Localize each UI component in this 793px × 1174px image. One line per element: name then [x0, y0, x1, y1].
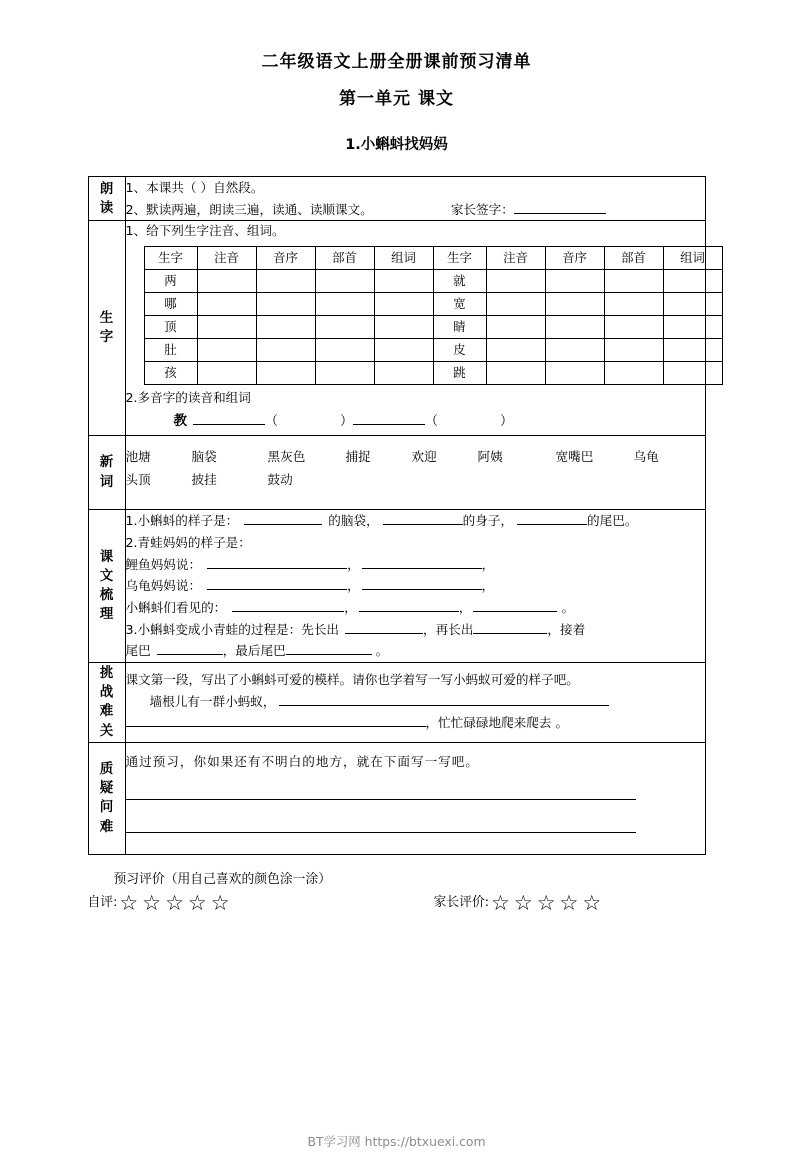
- row-label-challenge-char-2: 难: [99, 703, 114, 720]
- hanzi-cell-word-right-3[interactable]: [663, 338, 722, 361]
- row-label-text-review-char-0: 课: [99, 548, 114, 565]
- hanzi-cell-pinyin-left-0[interactable]: [197, 269, 256, 292]
- challenge-line-2-suffix: ，忙忙碌碌地爬来爬去 。: [425, 715, 569, 731]
- hanzi-cell-order-left-4[interactable]: [256, 361, 315, 384]
- review-q3-blank-1[interactable]: [345, 620, 423, 634]
- questions-answer-line-2-wrap: [126, 818, 705, 840]
- hanzi-cell-word-left-4[interactable]: [374, 361, 433, 384]
- questions-intro: 通过预习，你如果还有不明白的地方，就在下面写一写吧。: [125, 753, 479, 769]
- hanzi-cell-pinyin-left-1[interactable]: [197, 292, 256, 315]
- row-body-new-words: [125, 435, 705, 510]
- hanzi-cell-radical-right-3[interactable]: [604, 338, 663, 361]
- review-saw-label: 小蝌蚪们看见的：: [125, 599, 227, 615]
- hanzi-cell-word-right-0[interactable]: [663, 269, 722, 292]
- self-evaluation-stars[interactable]: [119, 890, 233, 915]
- hanzi-cell-word-right-4[interactable]: [663, 361, 722, 384]
- table-row: [144, 338, 722, 361]
- hanzi-cell-radical-left-3[interactable]: [315, 338, 374, 361]
- review-saw-blank-2[interactable]: [359, 598, 459, 612]
- hanzi-cell-pinyin-left-4[interactable]: [197, 361, 256, 384]
- questions-answer-line-1-wrap: [126, 785, 705, 807]
- hanzi-cell-radical-right-1[interactable]: [604, 292, 663, 315]
- challenge-line-1: [126, 691, 705, 713]
- star-icon[interactable]: ☆: [210, 890, 230, 915]
- row-body-new-chars: [125, 221, 705, 435]
- table-row-new-words: [88, 435, 705, 510]
- new-chars-task-2: 2.多音字的读音和组词: [125, 389, 251, 405]
- new-chars-task-1: 1、给下列生字注音、组词。: [125, 223, 285, 239]
- new-word-1: 脑袋: [191, 448, 217, 464]
- review-turtle-label: 乌龟妈妈说：: [125, 578, 202, 594]
- new-word-10: 鼓动: [267, 472, 293, 488]
- review-carp-blank-1[interactable]: [207, 555, 347, 569]
- new-word-6: 宽嘴巴: [555, 448, 594, 464]
- challenge-intro: 课文第一段，写出了小蝌蚪可爱的模样。请你也学着写一写小蚂蚁可爱的样子吧。: [125, 671, 579, 687]
- row-label-questions-char-1: 疑: [99, 780, 114, 797]
- new-words-row-1: [126, 445, 705, 468]
- review-carp-line: [126, 554, 705, 576]
- row-label-challenge-char-0: 挑: [99, 665, 114, 682]
- row-label-questions-char-3: 难: [99, 818, 114, 835]
- hanzi-char-right-3: 皮: [433, 338, 486, 361]
- polyphone-blank-1[interactable]: [193, 411, 265, 425]
- review-carp-blank-2[interactable]: [362, 555, 482, 569]
- hanzi-char-left-1: 哪: [144, 292, 197, 315]
- polyphone-paren-open-1: （: [265, 413, 279, 429]
- row-body-reading: [125, 177, 705, 221]
- star-icon[interactable]: ☆: [513, 890, 533, 915]
- table-row-reading: [88, 177, 705, 221]
- hanzi-char-right-2: 睛: [433, 315, 486, 338]
- row-label-questions-char-0: 质: [99, 761, 114, 778]
- row-body-questions: [125, 742, 705, 854]
- hanzi-cell-radical-left-0[interactable]: [315, 269, 374, 292]
- hanzi-char-right-1: 宽: [433, 292, 486, 315]
- challenge-blank-2[interactable]: [126, 714, 426, 728]
- hanzi-header-1: 注音: [197, 246, 256, 269]
- review-carp-comma-2: ，: [481, 556, 495, 572]
- review-turtle-blank-1[interactable]: [207, 577, 347, 591]
- new-word-3: 捕捉: [345, 448, 371, 464]
- row-label-new-chars-char-1: 字: [99, 329, 114, 346]
- new-word-0: 池塘: [125, 448, 151, 464]
- preview-checklist-table: [88, 176, 706, 855]
- new-word-7: 乌龟: [633, 448, 659, 464]
- row-label-reading: [88, 177, 125, 221]
- review-q3-tail-prefix: 尾巴: [125, 643, 151, 659]
- hanzi-header-3: 部首: [315, 246, 374, 269]
- star-icon[interactable]: ☆: [165, 890, 184, 915]
- hanzi-cell-order-right-3[interactable]: [545, 338, 604, 361]
- hanzi-cell-word-left-3[interactable]: [374, 338, 433, 361]
- new-word-5: 阿姨: [477, 448, 503, 464]
- row-label-new-chars-char-0: 生: [99, 309, 114, 326]
- questions-answer-line-1[interactable]: [126, 786, 636, 800]
- polyphone-char: 教: [173, 412, 187, 429]
- hanzi-cell-radical-right-0[interactable]: [604, 269, 663, 292]
- parent-signature-group: [451, 199, 606, 221]
- hanzi-grid-table: [144, 246, 723, 385]
- hanzi-header-6: 注音: [486, 246, 545, 269]
- review-carp-label: 鲤鱼妈妈说：: [125, 556, 202, 572]
- review-q3-mid: ，再长出: [423, 621, 474, 637]
- parent-evaluation-block: [433, 890, 606, 915]
- hanzi-cell-radical-right-4[interactable]: [604, 361, 663, 384]
- hanzi-cell-order-left-2[interactable]: [256, 315, 315, 338]
- reading-line-2: 2、默读两遍，朗读三遍，读通、读顺课文。: [125, 201, 373, 217]
- row-label-reading-char-1: 读: [99, 199, 114, 216]
- review-saw-period: 。: [561, 599, 575, 615]
- row-label-new-words-char-0: 新: [99, 454, 114, 471]
- hanzi-cell-pinyin-right-3[interactable]: [486, 338, 545, 361]
- row-label-questions: [88, 742, 125, 854]
- review-turtle-line: [126, 575, 705, 597]
- review-turtle-blank-2[interactable]: [362, 577, 482, 591]
- polyphone-paren-close-2: ）: [500, 413, 514, 429]
- evaluation-title: 预习评价（用自己喜欢的颜色涂一涂）: [113, 871, 332, 887]
- table-row-text-review: [88, 510, 705, 663]
- parent-evaluation-label: 家长评价:: [433, 895, 490, 911]
- review-question-2: 2.青蛙妈妈的样子是：: [125, 535, 251, 551]
- hanzi-cell-order-left-3[interactable]: [256, 338, 315, 361]
- star-icon[interactable]: ☆: [187, 890, 207, 915]
- hanzi-cell-pinyin-right-0[interactable]: [486, 269, 545, 292]
- polyphone-paren-open-2: （: [425, 413, 439, 429]
- star-icon[interactable]: ☆: [559, 890, 579, 915]
- hanzi-cell-radical-right-2[interactable]: [604, 315, 663, 338]
- hanzi-char-left-0: 两: [144, 269, 197, 292]
- self-evaluation-label: 自评:: [87, 895, 118, 911]
- hanzi-cell-word-right-1[interactable]: [663, 292, 722, 315]
- polyphone-exercise: [174, 408, 705, 435]
- review-q1-prefix: 1.小蝌蚪的样子是：: [125, 513, 239, 529]
- watermark: BT学习网 https://btxuexi.com: [307, 1134, 486, 1149]
- star-icon[interactable]: ☆: [119, 890, 139, 915]
- hanzi-cell-pinyin-left-2[interactable]: [197, 315, 256, 338]
- row-label-text-review-char-1: 文: [99, 568, 114, 584]
- page-title: 二年级语文上册全册课前预习清单: [261, 52, 532, 72]
- review-saw-blank-1[interactable]: [232, 598, 344, 612]
- review-question-3-tail: [126, 640, 705, 662]
- review-q3-then: ，接着: [547, 621, 586, 637]
- review-q1-part2: 的身子，: [462, 513, 514, 529]
- worksheet-page: [0, 52, 793, 1174]
- row-label-new-words-char-1: 词: [99, 473, 114, 490]
- review-question-1: [126, 510, 705, 532]
- hanzi-char-left-4: 孩: [144, 361, 197, 384]
- row-label-challenge-char-1: 战: [99, 684, 114, 701]
- review-saw-line: [126, 597, 705, 619]
- review-saw-blank-3[interactable]: [473, 598, 557, 612]
- hanzi-cell-pinyin-right-4[interactable]: [486, 361, 545, 384]
- hanzi-header-0: 生字: [144, 246, 197, 269]
- hanzi-cell-pinyin-left-3[interactable]: [197, 338, 256, 361]
- evaluation-section: [88, 869, 706, 914]
- polyphone-paren-close-1: ）: [340, 413, 354, 429]
- hanzi-cell-order-right-0[interactable]: [545, 269, 604, 292]
- hanzi-header-5: 生字: [433, 246, 486, 269]
- review-turtle-comma-1: ，: [347, 578, 360, 594]
- new-word-9: 披挂: [191, 472, 217, 488]
- reading-line-1: 1、本课共（ ）自然段。: [125, 180, 264, 196]
- parent-signature-blank[interactable]: [514, 200, 606, 214]
- review-saw-comma-2: ，: [458, 599, 472, 615]
- row-label-text-review-char-2: 梳: [99, 587, 114, 604]
- row-body-challenge: [125, 662, 705, 742]
- lesson-title: 1.小蝌蚪找妈妈: [345, 136, 448, 153]
- review-question-3: [126, 619, 705, 641]
- hanzi-cell-radical-left-1[interactable]: [315, 292, 374, 315]
- questions-answer-line-2[interactable]: [126, 820, 636, 834]
- row-label-challenge-char-3: 关: [99, 722, 114, 739]
- review-q1-blank-1[interactable]: [244, 512, 322, 526]
- table-row: [144, 361, 722, 384]
- review-q1-blank-3[interactable]: [517, 512, 587, 526]
- hanzi-header-8: 部首: [604, 246, 663, 269]
- review-q1-blank-2[interactable]: [383, 512, 463, 526]
- row-label-challenge: [88, 662, 125, 742]
- hanzi-char-left-3: 肚: [144, 338, 197, 361]
- hanzi-header-7: 音序: [545, 246, 604, 269]
- star-icon[interactable]: ☆: [536, 890, 556, 915]
- review-q3-end: 。: [375, 643, 389, 659]
- star-icon[interactable]: ☆: [142, 890, 162, 915]
- parent-evaluation-stars[interactable]: [491, 890, 605, 915]
- review-q3-tail-mid: ，最后尾巴: [222, 643, 286, 659]
- new-word-2: 黑灰色: [267, 448, 306, 464]
- star-icon[interactable]: ☆: [491, 890, 510, 915]
- hanzi-header-4: 组词: [374, 246, 433, 269]
- hanzi-cell-pinyin-right-1[interactable]: [486, 292, 545, 315]
- hanzi-char-right-0: 就: [433, 269, 486, 292]
- row-label-text-review: [88, 510, 125, 663]
- hanzi-header-9: 组词: [663, 246, 722, 269]
- hanzi-cell-order-right-1[interactable]: [545, 292, 604, 315]
- row-label-new-words: [88, 435, 125, 510]
- row-label-new-chars: [88, 221, 125, 435]
- parent-signature-label: 家长签字：: [450, 201, 514, 217]
- star-icon[interactable]: ☆: [582, 890, 602, 915]
- table-row: [144, 269, 722, 292]
- hanzi-cell-radical-left-4[interactable]: [315, 361, 374, 384]
- challenge-blank-1[interactable]: [279, 692, 609, 706]
- reading-line-2-wrap: [126, 199, 705, 221]
- evaluation-rows: [87, 890, 706, 915]
- hanzi-cell-order-left-1[interactable]: [256, 292, 315, 315]
- polyphone-blank-2[interactable]: [353, 411, 425, 425]
- unit-title: 第一单元 课文: [339, 89, 454, 110]
- hanzi-cell-word-left-0[interactable]: [374, 269, 433, 292]
- hanzi-char-left-2: 顶: [144, 315, 197, 338]
- table-row-new-chars: [88, 221, 705, 435]
- hanzi-header-2: 音序: [256, 246, 315, 269]
- review-q1-part1: 的脑袋，: [328, 513, 379, 529]
- table-row-questions: [88, 742, 705, 854]
- hanzi-cell-radical-left-2[interactable]: [315, 315, 374, 338]
- row-label-text-review-char-3: 理: [99, 606, 114, 623]
- table-row-challenge: [88, 662, 705, 742]
- hanzi-cell-word-right-2[interactable]: [663, 315, 722, 338]
- self-evaluation-block: [87, 890, 234, 915]
- review-q3-blank-3[interactable]: [157, 642, 223, 656]
- row-label-questions-char-2: 问: [99, 799, 114, 816]
- hanzi-cell-word-left-2[interactable]: [374, 315, 433, 338]
- challenge-line-1-prefix: 墙根儿有一群小蚂蚁，: [149, 693, 276, 709]
- challenge-line-2: [126, 712, 705, 734]
- row-label-reading-char-0: 朗: [99, 180, 114, 197]
- review-saw-comma-1: ，: [344, 599, 357, 615]
- table-row: [144, 292, 722, 315]
- hanzi-header-row: [144, 246, 722, 269]
- hanzi-cell-word-left-1[interactable]: [374, 292, 433, 315]
- row-body-text-review: [125, 510, 705, 663]
- review-q3-prefix: 3.小蝌蚪变成小青蛙的过程是：先长出: [125, 621, 340, 637]
- hanzi-cell-order-right-2[interactable]: [545, 315, 604, 338]
- new-words-row-2: [126, 468, 705, 491]
- hanzi-cell-order-left-0[interactable]: [256, 269, 315, 292]
- new-word-8: 头顶: [125, 472, 151, 488]
- review-turtle-comma-2: ，: [481, 578, 495, 594]
- review-q3-blank-4[interactable]: [286, 642, 372, 656]
- review-carp-comma-1: ，: [347, 556, 360, 572]
- new-word-4: 欢迎: [411, 448, 437, 464]
- hanzi-cell-pinyin-right-2[interactable]: [486, 315, 545, 338]
- hanzi-char-right-4: 跳: [433, 361, 486, 384]
- hanzi-cell-order-right-4[interactable]: [545, 361, 604, 384]
- table-row: [144, 315, 722, 338]
- review-q1-part3: 的尾巴。: [587, 513, 638, 529]
- review-q3-blank-2[interactable]: [473, 620, 547, 634]
